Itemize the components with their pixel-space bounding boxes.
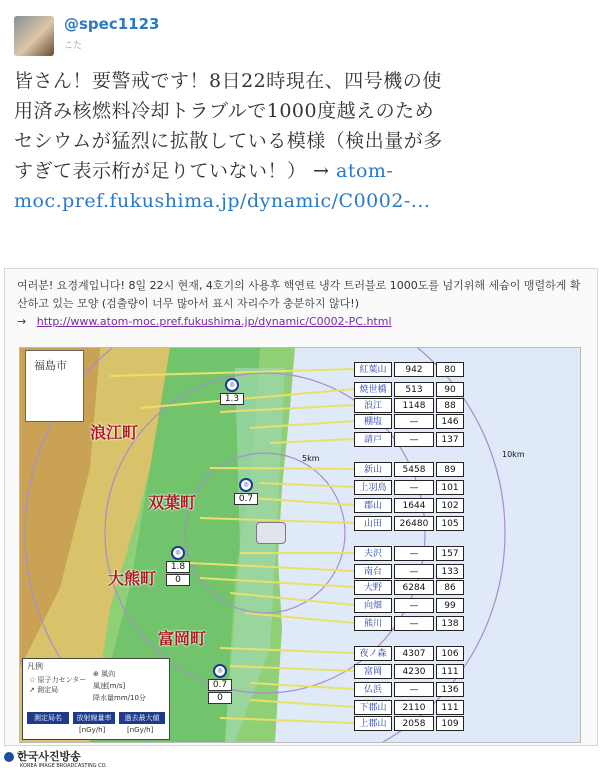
- scale-10km: 10km: [502, 450, 525, 459]
- legend-title: 凡例: [27, 662, 43, 671]
- station-dose-value: —: [394, 598, 434, 613]
- station-row[interactable]: [354, 598, 530, 612]
- station-name: 焼世橋: [354, 382, 392, 397]
- station-max-value: 136: [436, 682, 464, 697]
- station-max-value: 102: [436, 498, 464, 513]
- wind-marker[interactable]: [166, 546, 190, 586]
- station-max-value: 111: [436, 664, 464, 679]
- station-row[interactable]: [354, 516, 530, 530]
- station-row[interactable]: [354, 362, 530, 376]
- tweet-link[interactable]: atom-moc.pref.fukushima.jp/dynamic/C0002-...: [14, 160, 431, 212]
- broadcaster-name-en: KOREA IMAGE BROADCASTING CO.: [20, 763, 107, 769]
- station-dose-value: 6284: [394, 580, 434, 595]
- station-dose-value: —: [394, 682, 434, 697]
- marker-reading: 1.8: [166, 561, 190, 573]
- station-dose-value: 2058: [394, 716, 434, 731]
- wind-marker[interactable]: [208, 664, 232, 704]
- broadcaster-name: 한국사진방송: [17, 750, 81, 763]
- station-row[interactable]: [354, 580, 530, 594]
- station-max-value: 133: [436, 564, 464, 579]
- station-max-value: 86: [436, 580, 464, 595]
- user-handle[interactable]: @spec1123: [64, 15, 160, 33]
- station-dose-value: —: [394, 432, 434, 447]
- station-dose-value: 2110: [394, 700, 434, 715]
- power-plant-icon: [256, 522, 286, 544]
- station-name: 夜ノ森: [354, 646, 392, 661]
- station-name: 郡山: [354, 498, 392, 513]
- station-max-value: 89: [436, 462, 464, 477]
- town-namie: 浪江町: [90, 423, 139, 442]
- station-dose-value: 5458: [394, 462, 434, 477]
- station-name: 仏浜: [354, 682, 392, 697]
- station-max-value: 106: [436, 646, 464, 661]
- station-max-value: 146: [436, 414, 464, 429]
- station-name: 浪江: [354, 398, 392, 413]
- wind-icon: ◎: [171, 546, 185, 560]
- station-dose-value: —: [394, 616, 434, 631]
- station-row[interactable]: [354, 414, 530, 428]
- marker-reading: 0.7: [234, 493, 258, 505]
- radiation-map: [19, 347, 581, 743]
- marker-reading: 0: [166, 574, 190, 586]
- station-row[interactable]: [354, 498, 530, 512]
- station-max-value: 157: [436, 546, 464, 561]
- station-dose-value: —: [394, 414, 434, 429]
- station-dose-value: 1644: [394, 498, 434, 513]
- station-row[interactable]: [354, 462, 530, 476]
- user-avatar[interactable]: [14, 16, 54, 56]
- wind-icon: ◎: [239, 478, 253, 492]
- station-max-value: 80: [436, 362, 464, 377]
- marker-reading: 1.3: [220, 393, 244, 405]
- marker-reading: 0: [208, 692, 232, 704]
- legend-station-name-button[interactable]: 測定局名: [27, 712, 69, 724]
- legend-max-value-button[interactable]: 過去最大値: [119, 712, 165, 724]
- station-name: 下郡山: [354, 700, 392, 715]
- station-dose-value: 942: [394, 362, 434, 377]
- station-dose-value: 513: [394, 382, 434, 397]
- wind-marker[interactable]: [234, 478, 258, 505]
- town-futaba: 双葉町: [148, 493, 197, 512]
- tweet-body: 皆さん！要警戒です！8日22時現在、四号機の使用済み核燃料冷却トラブルで1000度越えのためセシウムが猛烈に拡散している模様（検出量が多すぎて表示桁が足りていない！） →: [14, 70, 443, 182]
- station-dose-value: 4230: [394, 664, 434, 679]
- station-name: 山田: [354, 516, 392, 531]
- station-row[interactable]: [354, 546, 530, 560]
- town-tomioka: 富岡町: [158, 629, 207, 648]
- town-okuma: 大熊町: [108, 569, 157, 588]
- station-name: 富岡: [354, 664, 392, 679]
- station-connector-line: [210, 468, 354, 469]
- legend-point: ↗ 測定局: [29, 686, 59, 694]
- translation-text: [17, 277, 587, 331]
- station-dose-value: 4307: [394, 646, 434, 661]
- legend-center: ☆ 原子力センター: [29, 676, 87, 684]
- wind-marker[interactable]: [220, 378, 244, 405]
- wind-icon: ◎: [213, 664, 227, 678]
- station-row[interactable]: [354, 382, 530, 396]
- station-row[interactable]: [354, 682, 530, 696]
- translation-card: [4, 268, 598, 746]
- broadcaster-logo-icon: [4, 752, 14, 762]
- station-name: 請戸: [354, 432, 392, 447]
- wind-icon: ◎: [225, 378, 239, 392]
- station-max-value: 109: [436, 716, 464, 731]
- station-row[interactable]: [354, 564, 530, 578]
- station-dose-value: 1148: [394, 398, 434, 413]
- arrow-icon: →: [17, 315, 27, 328]
- station-max-value: 137: [436, 432, 464, 447]
- station-row[interactable]: [354, 646, 530, 660]
- station-row[interactable]: [354, 664, 530, 678]
- station-row[interactable]: [354, 700, 530, 714]
- user-subtitle: こた: [64, 41, 83, 51]
- station-max-value: 111: [436, 700, 464, 715]
- legend-speed: 風速[m/s]: [93, 682, 126, 690]
- station-name: 大野: [354, 580, 392, 595]
- station-dose-value: —: [394, 546, 434, 561]
- station-row[interactable]: [354, 432, 530, 446]
- station-row[interactable]: [354, 480, 530, 494]
- legend-unit-2: [nGy/h]: [127, 726, 154, 734]
- station-name: 向畑: [354, 598, 392, 613]
- station-max-value: 90: [436, 382, 464, 397]
- station-row[interactable]: [354, 616, 530, 630]
- legend-dose-rate-button[interactable]: 放射線量率: [73, 712, 115, 724]
- station-name: 夫沢: [354, 546, 392, 561]
- station-name: 棚塩: [354, 414, 392, 429]
- station-name: 新山: [354, 462, 392, 477]
- station-name: 上羽鳥: [354, 480, 392, 495]
- station-dose-value: —: [394, 564, 434, 579]
- station-row[interactable]: [354, 716, 530, 730]
- station-name: 紅葉山: [354, 362, 392, 377]
- station-dose-value: 26480: [394, 516, 434, 531]
- tweet-text: [14, 66, 444, 216]
- marker-reading: 0.7: [208, 679, 232, 691]
- station-max-value: 88: [436, 398, 464, 413]
- fukushima-inset: [25, 350, 84, 422]
- station-max-value: 101: [436, 480, 464, 495]
- legend-rain: 降水量mm/10分: [93, 694, 146, 702]
- station-row[interactable]: [354, 398, 530, 412]
- station-name: 上郡山: [354, 716, 392, 731]
- legend-unit-1: [nGy/h]: [79, 726, 106, 734]
- station-max-value: 138: [436, 616, 464, 631]
- station-name: 熊川: [354, 616, 392, 631]
- scale-5km: 5km: [302, 454, 320, 463]
- station-max-value: 99: [436, 598, 464, 613]
- station-name: 南台: [354, 564, 392, 579]
- translation-body: 여러분! 요경계입니다! 8일 22시 현재, 4호기의 사용후 핵연료 냉각 트러블로 1000도를 넘기위해 세슘이 맹렬하게 확산하고 있는 모양 (검출량이 너무 많아서 표시 자리수가 충분하지 않다!): [17, 279, 581, 310]
- city-label: 福島市: [34, 359, 67, 372]
- station-max-value: 105: [436, 516, 464, 531]
- map-legend: [22, 658, 170, 740]
- source-url-link[interactable]: http://www.atom-moc.pref.fukushima.jp/dynamic/C0002-PC.html: [36, 315, 392, 328]
- station-dose-value: —: [394, 480, 434, 495]
- legend-wind: ⊕ 風向: [93, 670, 116, 678]
